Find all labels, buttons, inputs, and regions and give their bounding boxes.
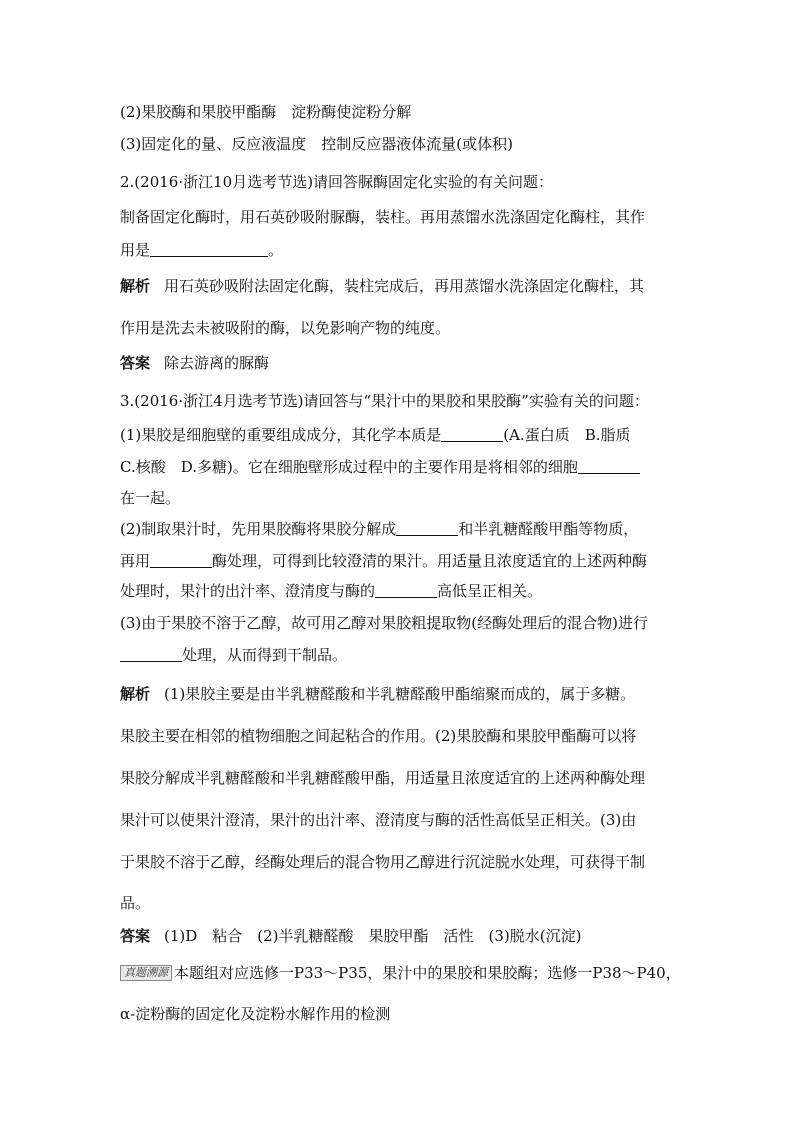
analysis-text: 用石英砂吸附法固定化酶，装柱完成后，再用蒸馏水洗涤固定化酶柱，其 bbox=[164, 277, 645, 295]
question-text-part: C.核酸 D.多糖)。它在细胞壁形成过程中的主要作用是将相邻的细胞 bbox=[120, 458, 578, 476]
answer-blank bbox=[396, 521, 458, 536]
answer-blank bbox=[120, 647, 182, 662]
question-text: 制备固定化酶时，用石英砂吸附脲酶，装柱。再用蒸馏水洗涤固定化酶柱，其作 bbox=[120, 208, 646, 226]
question-text-part: 用是 bbox=[120, 241, 151, 259]
question-text-part: 再用 bbox=[120, 552, 151, 570]
analysis-text: 作用是洗去未被吸附的酶，以免影响产物的纯度。 bbox=[120, 319, 451, 337]
analysis-text: 于果胶不溶于乙醇，经酶处理后的混合物用乙醇进行沉淀脱水处理，可获得干制 bbox=[120, 853, 646, 871]
question-text bbox=[120, 519, 638, 539]
question-text bbox=[120, 425, 631, 445]
source-text: α-淀粉酶的固定化及淀粉水解作用的检测 bbox=[120, 1005, 391, 1023]
question-text-part: 。 bbox=[268, 241, 284, 259]
answer-line bbox=[120, 353, 269, 373]
question-text bbox=[120, 457, 640, 477]
question-text-part: 高低呈正相关。 bbox=[437, 582, 543, 600]
question-text-part: (1)果胶是细胞壁的重要组成成分，其化学本质是 bbox=[120, 426, 442, 444]
question-text-part: 和半乳糖醛酸甲酯等物质， bbox=[458, 520, 639, 538]
answer-blank bbox=[150, 242, 268, 257]
answer-blank bbox=[150, 553, 212, 568]
analysis-line bbox=[120, 276, 644, 296]
question-text-part: 处理时，果汁的出汁率、澄清度与酶的 bbox=[120, 582, 376, 600]
source-line bbox=[120, 963, 681, 983]
analysis-text: 品。 bbox=[120, 894, 151, 912]
answer-blank bbox=[375, 583, 437, 598]
question-text-part: 酶处理，可得到比较澄清的果汁。用适量且浓度适宜的上述两种酶 bbox=[212, 552, 648, 570]
question-stem: 2.(2016·浙江10月选考节选)请回答脲酶固定化实验的有关问题： bbox=[120, 173, 554, 191]
question-text-part: 处理，从而得到干制品。 bbox=[182, 646, 348, 664]
question-stem: 3.(2016·浙江4月选考节选)请回答与“果汁中的果胶和果胶酶”实验有关的问题： bbox=[120, 392, 649, 410]
question-text bbox=[120, 581, 542, 601]
analysis-text: (1)果胶主要是由半乳糖醛酸和半乳糖醛酸甲酯缩聚而成的，属于多糖。 bbox=[164, 685, 636, 703]
answer-blank bbox=[578, 459, 640, 474]
question-text: (3)由于果胶不溶于乙醇，故可用乙醇对果胶粗提取物(经酶处理后的混合物)进行 bbox=[120, 614, 648, 632]
analysis-text: 果胶主要在相邻的植物细胞之间起粘合的作用。(2)果胶酶和果胶甲酯酶可以将 bbox=[120, 727, 637, 745]
answer-label: 答案 bbox=[120, 354, 151, 372]
question-text: 在一起。 bbox=[120, 489, 181, 507]
question-text-part: (2)制取果汁时，先用果胶酶将果胶分解成 bbox=[120, 520, 397, 538]
answer-line: (2)果胶酶和果胶甲酯酶 淀粉酶使淀粉分解 bbox=[120, 103, 412, 121]
question-text bbox=[120, 645, 347, 665]
answer-line: (3)固定化的量、反应液温度 控制反应器液体流量(或体积) bbox=[120, 135, 513, 153]
answer-text: (1)D 粘合 (2)半乳糖醛酸 果胶甲酯 活性 (3)脱水(沉淀) bbox=[164, 927, 582, 945]
answer-text: 除去游离的脲酶 bbox=[164, 354, 270, 372]
question-text-part: (A.蛋白质 B.脂质 bbox=[503, 426, 631, 444]
source-tag: 真题溯源 bbox=[120, 965, 172, 981]
answer-line bbox=[120, 926, 582, 946]
analysis-label: 解析 bbox=[120, 685, 151, 703]
answer-blank bbox=[441, 427, 503, 442]
analysis-label: 解析 bbox=[120, 277, 151, 295]
question-text bbox=[120, 240, 283, 260]
analysis-text: 果胶分解成半乳糖醛酸和半乳糖醛酸甲酯，用适量且浓度适宜的上述两种酶处理 bbox=[120, 769, 646, 787]
source-text: 本题组对应选修一P33～P35，果汁中的果胶和果胶酶；选修一P38～P40， bbox=[174, 964, 681, 982]
analysis-line bbox=[120, 684, 635, 704]
analysis-text: 果汁可以使果汁澄清，果汁的出汁率、澄清度与酶的活性高低呈正相关。(3)由 bbox=[120, 811, 637, 829]
answer-label: 答案 bbox=[120, 927, 151, 945]
question-text bbox=[120, 551, 647, 571]
